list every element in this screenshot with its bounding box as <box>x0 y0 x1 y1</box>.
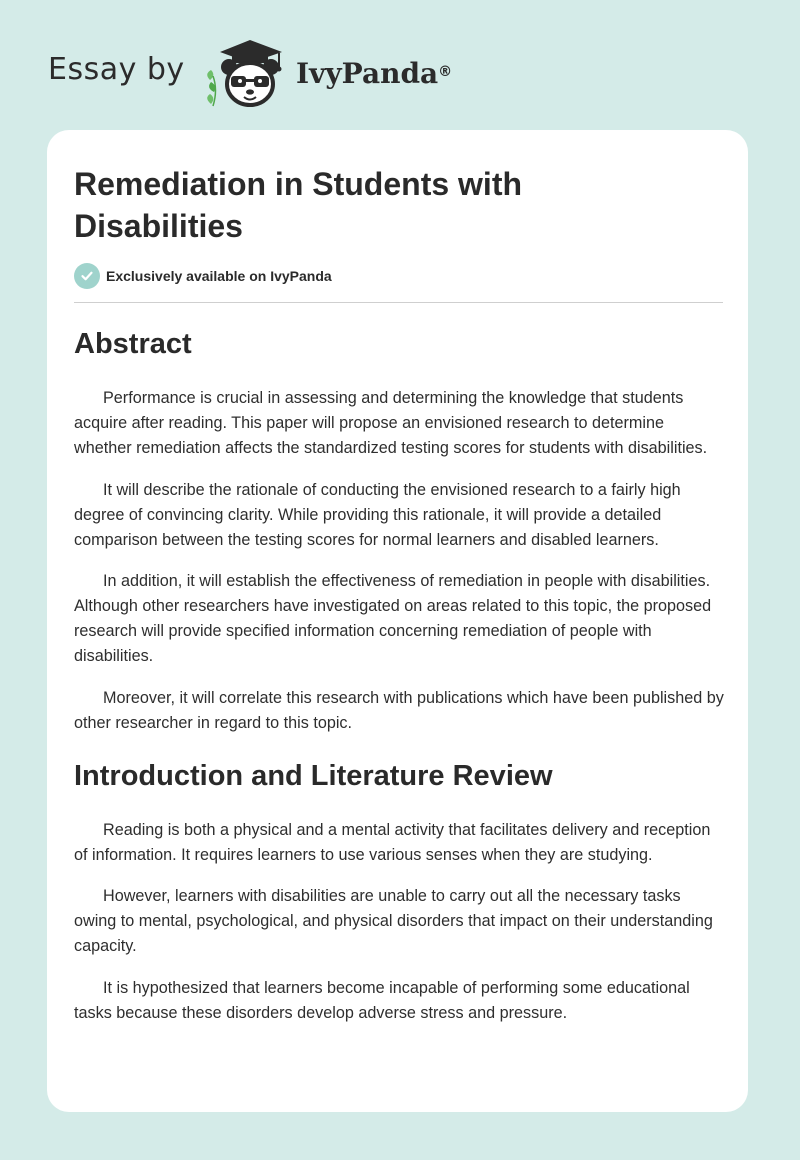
article-body <box>74 324 724 1042</box>
paragraph: Moreover, it will correlate this research with publications which have been published by other researcher in regard to this topic. <box>74 688 724 732</box>
essay-card <box>47 130 748 1112</box>
page-title: Remediation in Students with Disabilities <box>74 166 523 244</box>
site-header <box>0 0 800 130</box>
paragraph: It is hypothesized that learners become incapable of performing some educational tasks because these disorders develop adverse stress and pressure. <box>74 978 690 1022</box>
registered-mark: ® <box>438 64 453 80</box>
paragraph: However, learners with disabilities are unable to carry out all the necessary tasks owing to mental, psychological, and physical disorders that impact on their understanding capacity. <box>74 887 713 955</box>
exclusive-badge <box>74 262 332 290</box>
check-circle-icon <box>74 263 100 289</box>
divider <box>74 302 723 303</box>
brand-name[interactable]: IvyPanda® <box>296 57 453 90</box>
paragraph: Performance is crucial in assessing and determining the knowledge that students acquire after reading. This paper will propose an envisioned research to determine whether remediation affects the standardized testing scores for students with disabilities. <box>74 389 708 457</box>
essay-by-label: Essay by <box>48 52 185 87</box>
paragraph: Reading is both a physical and a mental activity that facilitates delivery and reception of information. It requires learners to use various senses when they are studying. <box>74 820 711 864</box>
exclusive-label: Exclusively available on IvyPanda <box>106 268 332 284</box>
paragraph: It will describe the rationale of conducting the envisioned research to a fairly high degree of convincing clarity. While providing this rationale, it will provide a detailed comparison between the testing scores for normal learners and disabled learners. <box>74 480 681 549</box>
panda-logo-icon[interactable] <box>200 36 292 110</box>
paragraph: In addition, it will establish the effectiveness of remediation in people with disabilities. Although other researchers have investigated on areas related to this topic, the proposed research will provide specified information concerning remediation of people with disabilities. <box>74 572 712 665</box>
section-heading-introduction: Introduction and Literature Review <box>74 759 553 792</box>
section-heading-abstract: Abstract <box>74 328 192 360</box>
